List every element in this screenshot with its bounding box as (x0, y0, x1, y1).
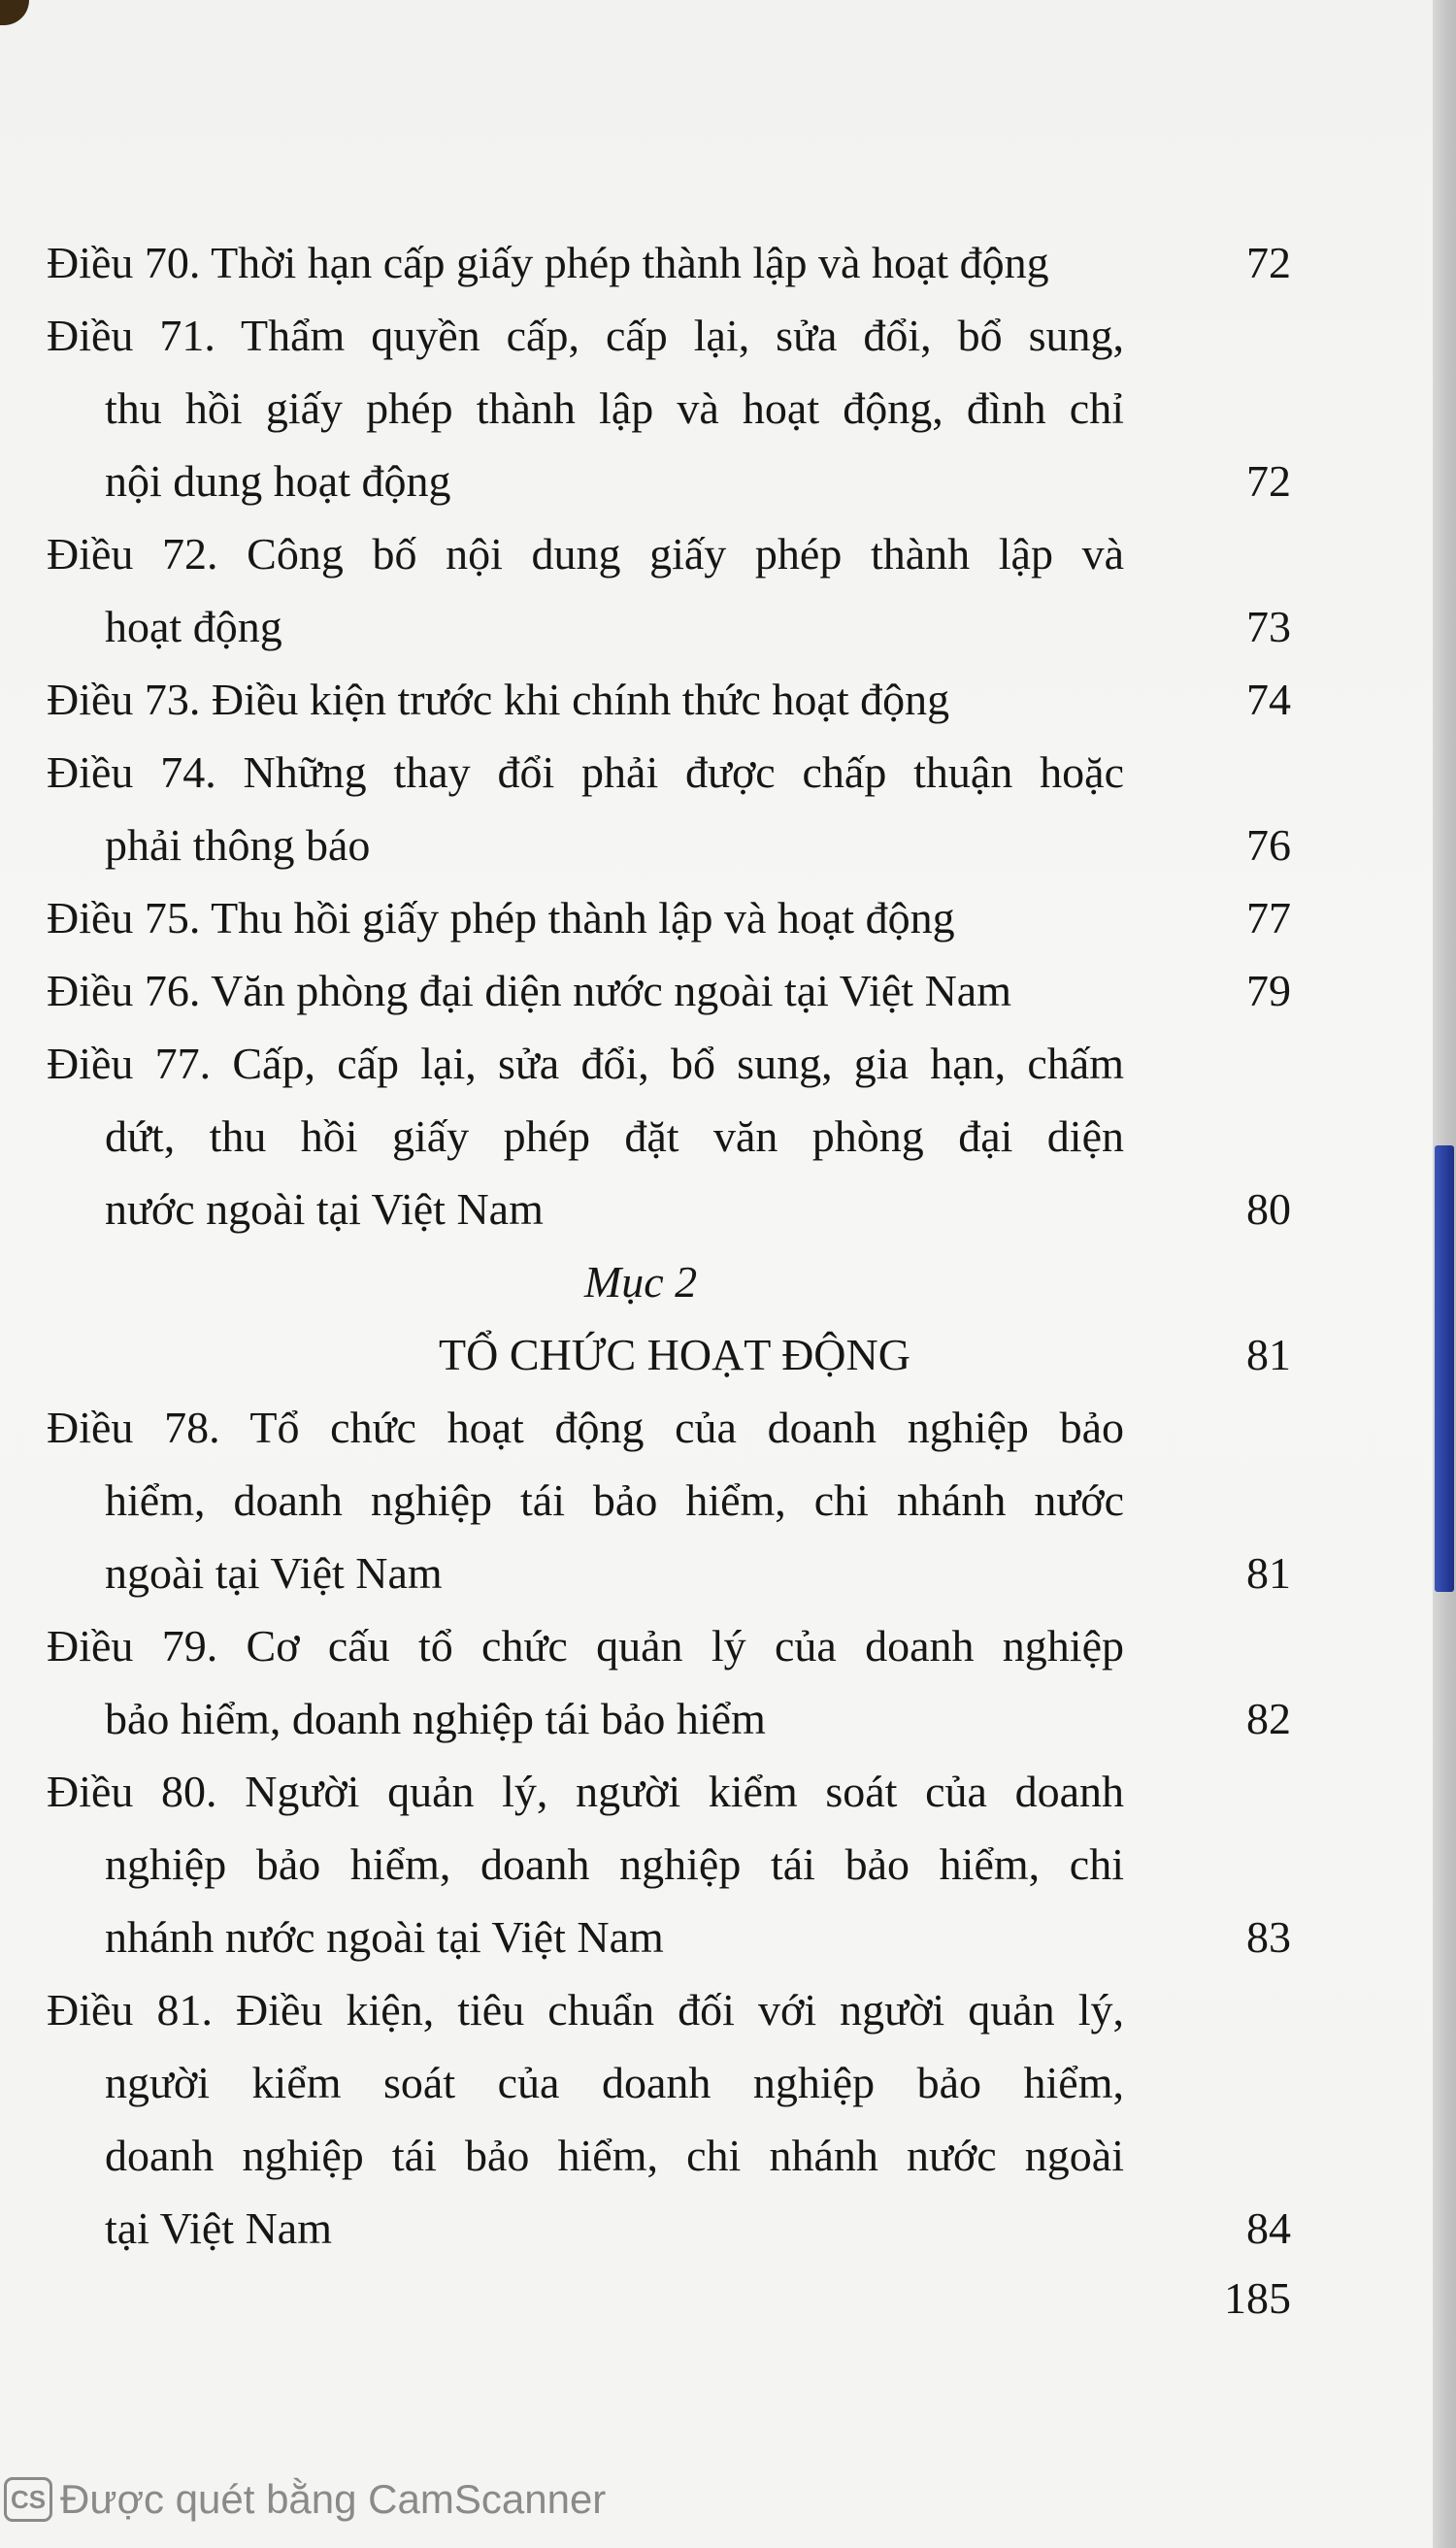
toc-entry-line: Điều 75. Thu hồi giấy phép thành lập và hoạt động (47, 893, 955, 943)
toc-entry-line: Điều 79. Cơ cấu tổ chức quản lý của doanh nghiệp (47, 1621, 1124, 1671)
toc-page-number: 72 (1246, 456, 1291, 506)
toc-entry-line: dứt, thu hồi giấy phép đặt văn phòng đại diện (105, 1111, 1124, 1161)
section-label: Mục 2 (583, 1257, 698, 1307)
camscanner-logo-icon: CS (4, 2477, 52, 2522)
toc-page-number: 80 (1246, 1184, 1291, 1234)
page-number: 185 (1224, 2273, 1291, 2323)
toc-entry-line: hiểm, doanh nghiệp tái bảo hiểm, chi nhánh nước (105, 1475, 1124, 1525)
toc-entry-line: Điều 70. Thời hạn cấp giấy phép thành lập và hoạt động (47, 238, 1049, 287)
section-page-number: 81 (1246, 1330, 1291, 1379)
toc-entry-line: nghiệp bảo hiểm, doanh nghiệp tái bảo hiểm, chi (105, 1839, 1124, 1889)
toc-entry-line: nội dung hoạt động (105, 456, 451, 506)
toc-entry-line: nhánh nước ngoài tại Việt Nam (105, 1912, 664, 1962)
scanner-watermark (4, 2471, 606, 2528)
toc-page-number: 81 (1246, 1548, 1291, 1598)
toc-page-number: 73 (1246, 602, 1291, 651)
toc-entry-line: doanh nghiệp tái bảo hiểm, chi nhánh nước ngoài (105, 2131, 1124, 2180)
toc-entry-line: nước ngoài tại Việt Nam (105, 1184, 544, 1234)
watermark-text: Được quét bằng CamScanner (60, 2476, 607, 2522)
bookmark-ribbon (1435, 1145, 1454, 1592)
toc-page-number: 72 (1246, 238, 1291, 287)
toc-entry-line: bảo hiểm, doanh nghiệp tái bảo hiểm (105, 1694, 766, 1743)
toc-page-number: 83 (1246, 1912, 1291, 1962)
toc-page-number: 82 (1246, 1694, 1291, 1743)
toc-entry-line: Điều 81. Điều kiện, tiêu chuẩn đối với người quản lý, (47, 1985, 1124, 2035)
toc-entry-line: thu hồi giấy phép thành lập và hoạt động, đình chỉ (105, 383, 1124, 433)
toc-entry-line: Điều 73. Điều kiện trước khi chính thức hoạt động (47, 675, 950, 724)
toc-page-number: 76 (1246, 820, 1291, 870)
section-title: TỔ CHỨC HOẠT ĐỘNG (439, 1330, 910, 1379)
toc-page-number: 79 (1246, 966, 1291, 1015)
toc-entry-line: hoạt động (105, 602, 282, 651)
toc-entry-line: Điều 76. Văn phòng đại diện nước ngoài tại Việt Nam (47, 966, 1011, 1015)
toc-entry-line: Điều 78. Tổ chức hoạt động của doanh nghiệp bảo (47, 1403, 1124, 1452)
toc-entry-line: phải thông báo (105, 820, 371, 870)
toc-entry-line: tại Việt Nam (105, 2203, 332, 2253)
toc-entry-line: Điều 74. Những thay đổi phải được chấp thuận hoặc (47, 747, 1124, 797)
toc-page-number: 77 (1246, 893, 1291, 943)
toc-entry-line: Điều 80. Người quản lý, người kiểm soát của doanh (47, 1767, 1124, 1816)
toc-entry-line: Điều 72. Công bố nội dung giấy phép thành lập và (47, 529, 1124, 579)
toc-entry-line: người kiểm soát của doanh nghiệp bảo hiểm, (105, 2058, 1124, 2107)
toc-entry-line: ngoài tại Việt Nam (105, 1548, 443, 1598)
toc-page-number: 84 (1246, 2203, 1291, 2253)
toc-page-number: 74 (1246, 675, 1291, 724)
toc-entry-line: Điều 71. Thẩm quyền cấp, cấp lại, sửa đổi, bổ sung, (47, 311, 1124, 360)
toc-entry-line: Điều 77. Cấp, cấp lại, sửa đổi, bổ sung, gia hạn, chấm (47, 1039, 1124, 1088)
